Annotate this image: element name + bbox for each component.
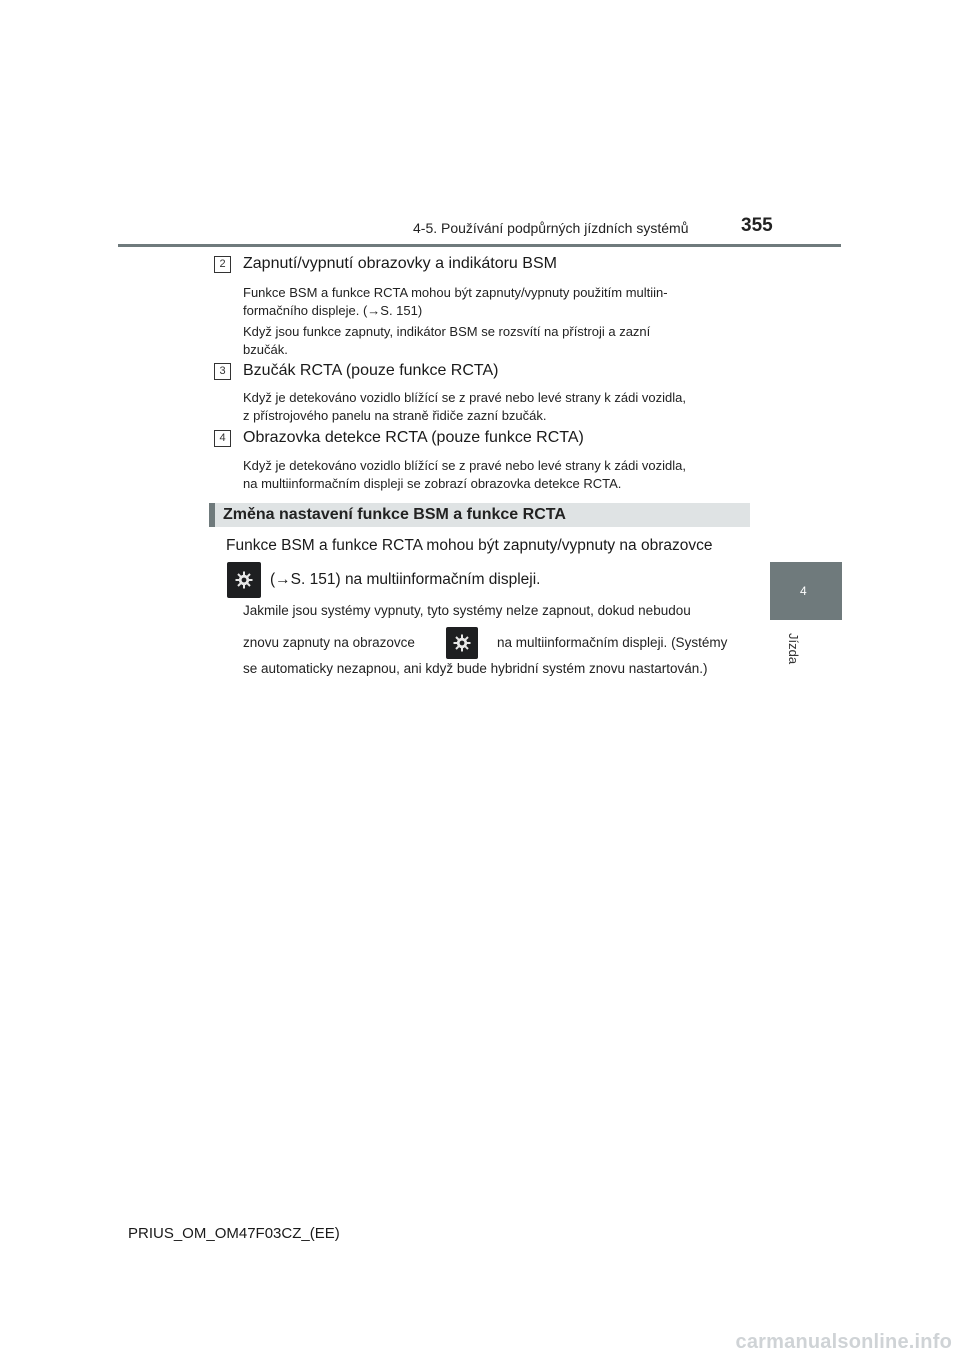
paragraph-line: Když je detekováno vozidlo blížící se z pravé nebo levé strany k zádi vozidla, xyxy=(243,390,686,405)
item-paragraph xyxy=(243,389,751,425)
settings-gear-icon xyxy=(446,627,478,659)
item-number-badge: 3 xyxy=(214,363,231,380)
chapter-label: Jízda xyxy=(786,633,801,665)
settings-gear-icon xyxy=(227,562,261,598)
item-paragraph xyxy=(243,323,751,359)
paragraph-line: na multiinformačním displeji se zobrazí obrazovka detekce RCTA. xyxy=(243,476,622,491)
paragraph-line: formačního displeje. (→S. 151) xyxy=(243,303,423,318)
section-body-line: Funkce BSM a funkce RCTA mohou být zapnuty/vypnuty na obrazovce xyxy=(226,537,713,554)
paragraph-line: Když jsou funkce zapnuty, indikátor BSM se rozsvítí na přístroji a zazní xyxy=(243,324,651,339)
watermark-text: carmanualsonline.info xyxy=(735,1331,952,1353)
chapter-tab xyxy=(770,562,842,620)
paragraph-line: z přístrojového panelu na straně řidiče zazní bzučák. xyxy=(243,408,547,423)
item-number-badge: 2 xyxy=(214,256,231,273)
section-accent xyxy=(209,503,215,527)
item-paragraph xyxy=(243,457,751,493)
gear-icon-graphic xyxy=(234,570,254,590)
chapter-number: 4 xyxy=(800,584,807,598)
header-divider xyxy=(118,244,841,247)
section-title: Změna nastavení funkce BSM a funkce RCTA xyxy=(223,506,566,523)
note-line: znovu zapnuty na obrazovce xyxy=(243,635,415,650)
note-line: se automaticky nezapnou, ani když bude hybridní systém znovu nastartován.) xyxy=(243,661,708,676)
gear-icon-graphic xyxy=(452,633,472,653)
section-header: 4-5. Používání podpůrných jízdních systémů xyxy=(413,220,689,236)
page-number: 355 xyxy=(741,215,773,236)
paragraph-line: Funkce BSM a funkce RCTA mohou být zapnuty/vypnuty použitím multiin- xyxy=(243,285,668,300)
section-body-line: (→S. 151) na multiinformačním displeji. xyxy=(270,571,541,588)
section-title-bar xyxy=(209,503,750,527)
paragraph-line: Když je detekováno vozidlo blížící se z pravé nebo levé strany k zádi vozidla, xyxy=(243,458,686,473)
item-heading: Obrazovka detekce RCTA (pouze funkce RCTA) xyxy=(243,429,584,446)
item-number-badge: 4 xyxy=(214,430,231,447)
note-line: Jakmile jsou systémy vypnuty, tyto systémy nelze zapnout, dokud nebudou xyxy=(243,603,691,618)
item-paragraph xyxy=(243,284,751,320)
item-heading: Bzučák RCTA (pouze funkce RCTA) xyxy=(243,362,499,379)
item-heading: Zapnutí/vypnutí obrazovky a indikátoru BSM xyxy=(243,255,557,272)
document-code: PRIUS_OM_OM47F03CZ_(EE) xyxy=(128,1225,340,1242)
paragraph-line: bzučák. xyxy=(243,342,288,357)
note-line: na multiinformačním displeji. (Systémy xyxy=(497,635,728,650)
